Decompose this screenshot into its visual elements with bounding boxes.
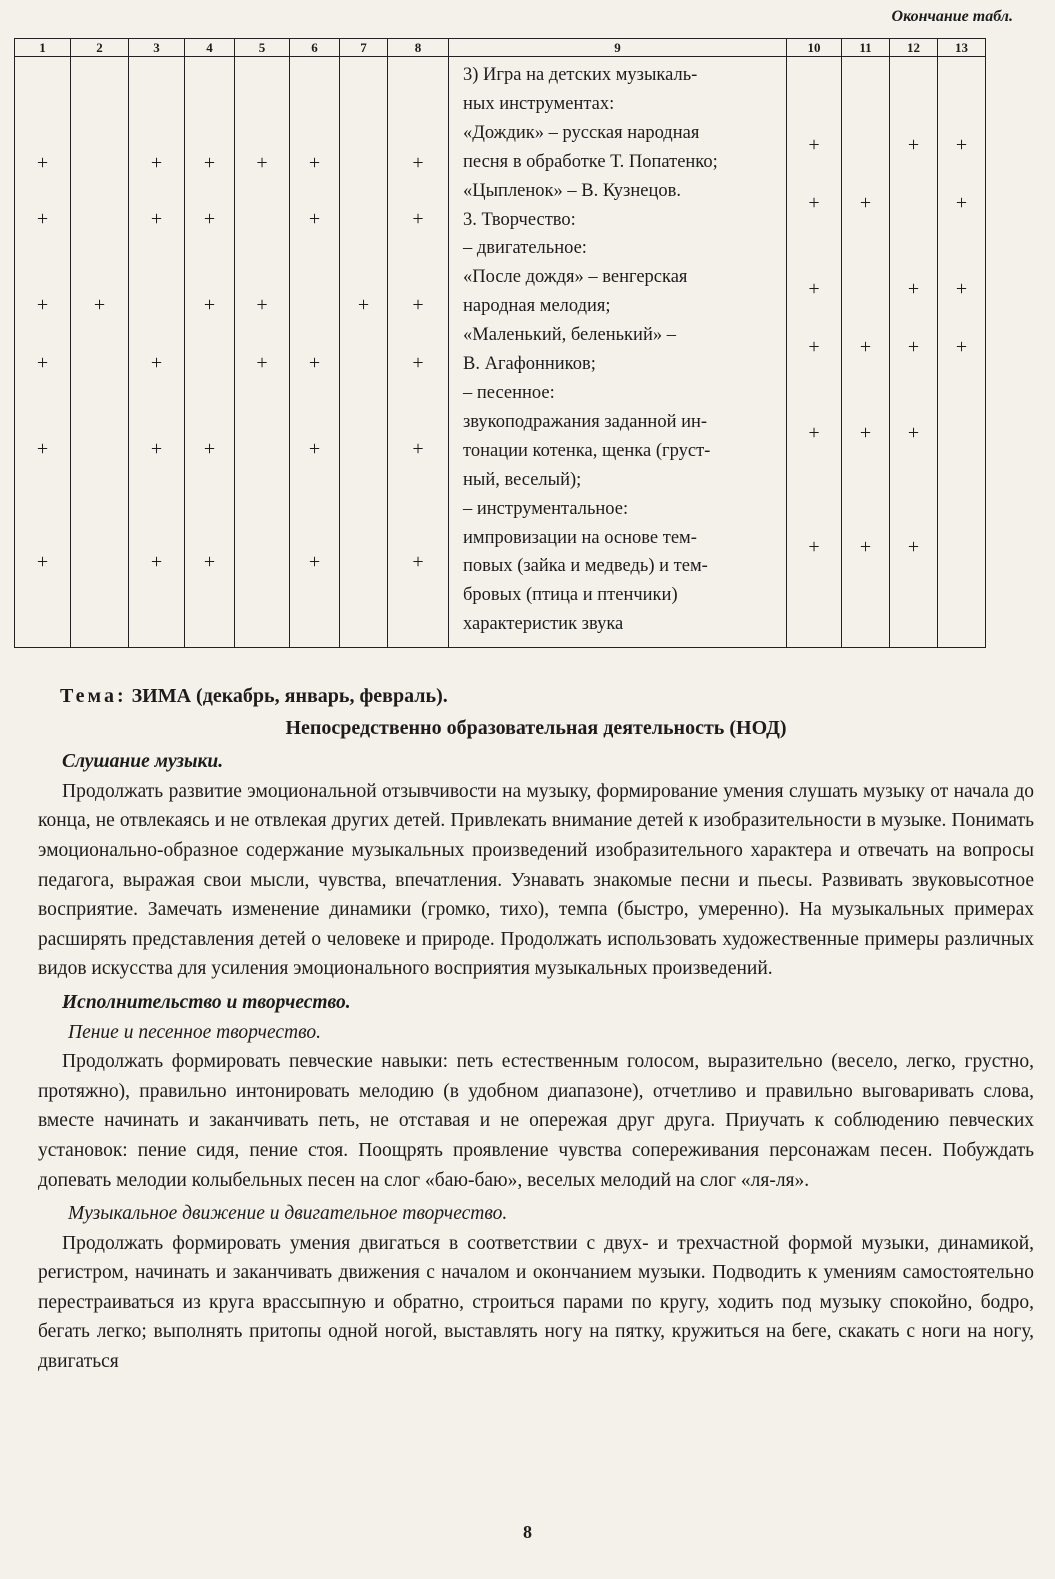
description-line: песня в обработке Т. Попатенко; (463, 151, 718, 172)
topic-text: ЗИМА (декабрь, январь, февраль). (126, 685, 448, 707)
plus-mark: + (203, 551, 216, 573)
column-header: 5 (235, 39, 290, 57)
description-line: народная мелодия; (463, 296, 611, 317)
description-line: звукоподражания заданной ин- (463, 411, 708, 432)
plus-mark: + (150, 438, 163, 460)
mark-column (129, 57, 185, 648)
mark-column (787, 57, 842, 648)
description-line: 3) Игра на детских музыкаль- (463, 65, 698, 85)
description-line: ный, веселый); (463, 469, 582, 490)
plus-mark: + (955, 192, 968, 214)
plus-mark: + (308, 551, 321, 573)
singing-title: Пение и песенное творчество. (68, 1021, 321, 1043)
column-header: 4 (185, 39, 235, 57)
description-line: ных инструментах: (463, 93, 615, 114)
mark-column (890, 57, 938, 648)
column-header: 13 (938, 39, 986, 57)
movement-paragraph: Продолжать формировать умения двигаться в соответствии с двух- и трехчастной формой музыки, динамикой, регистром, начинать и заканчивать движения с началом и окончанием музыки. Подводить к умениям самостоятельно перестраиваться из круга врассыпную и обратно, строиться парами по кругу, ходить под музыку спокойно, бодро, бегать легко; выполнять притопы одной ногой, выставлять ногу на пятку, кружиться на беге, скакать с ноги на ногу, двигаться (38, 1232, 1034, 1373)
plus-mark: + (150, 208, 163, 230)
plus-mark: + (808, 336, 820, 358)
mark-column (235, 57, 290, 648)
mark-column (938, 57, 986, 648)
description-line: – песенное: (463, 382, 555, 403)
plus-mark: + (256, 352, 268, 374)
description-line: повых (зайка и медведь) и тем- (463, 556, 708, 577)
plus-mark: + (955, 336, 968, 358)
plus-mark: + (808, 422, 820, 444)
plus-mark: + (859, 336, 872, 358)
section-text (38, 682, 1034, 1381)
plus-mark: + (93, 294, 106, 316)
column-header: 8 (388, 39, 449, 57)
description-line: «Маленький, беленький» – (463, 325, 676, 346)
plus-mark: + (36, 294, 49, 316)
plus-mark: + (955, 134, 968, 156)
mark-column (290, 57, 340, 648)
plus-mark: + (955, 278, 968, 300)
plus-mark: + (808, 278, 820, 300)
activity-table (14, 38, 986, 648)
column-header: 7 (340, 39, 388, 57)
plus-mark: + (203, 438, 216, 460)
plus-mark: + (203, 294, 216, 316)
description-line: – инструментальное: (463, 498, 629, 519)
column-header: 2 (71, 39, 129, 57)
plus-mark: + (412, 294, 424, 316)
plus-mark: + (203, 152, 216, 174)
singing-paragraph: Продолжать формировать певческие навыки: петь естественным голосом, выразительно (весело, легко, грустно, протяжно), правильно интонировать мелодию (в удобном диапазоне), отчетливо и правильно выговаривать слова, вместе начинать и заканчивать петь, не отставая и не опережая друг друга. Приучать к соблюдению певческих установок: пение сидя, пение стоя. Поощрять проявление чувства сопереживания персонажам песен. Побуждать допевать мелодии колыбельных песен на слог «баю-баю», веселых мелодий на слог «ля-ля». (38, 1051, 1034, 1191)
plus-mark: + (308, 152, 321, 174)
topic-title (60, 682, 1034, 712)
description-line: «После дождя» – венгерская (463, 267, 688, 288)
plus-mark: + (907, 134, 920, 156)
plus-mark: + (808, 134, 820, 156)
mark-column (388, 57, 449, 648)
plus-mark: + (150, 352, 163, 374)
description-line: бровых (птица и птенчики) (463, 585, 678, 606)
plus-mark: + (907, 422, 920, 444)
plus-mark: + (36, 152, 49, 174)
plus-mark: + (357, 294, 370, 316)
plus-mark: + (308, 208, 321, 230)
mark-column (15, 57, 71, 648)
plus-mark: + (859, 192, 872, 214)
table-body-row (15, 57, 986, 648)
plus-mark: + (808, 192, 820, 214)
section-heading: Непосредственно образовательная деятельность (НОД) (285, 716, 787, 739)
plus-mark: + (256, 294, 268, 316)
plus-mark: + (36, 551, 49, 573)
column-header: 11 (842, 39, 890, 57)
table-continuation-caption: Окончание табл. (891, 8, 1013, 25)
column-header: 12 (890, 39, 938, 57)
page-number: 8 (523, 1522, 532, 1542)
listening-title: Слушание музыки. (62, 751, 224, 773)
plus-mark: + (256, 152, 268, 174)
plus-mark: + (308, 352, 321, 374)
column-header: 3 (129, 39, 185, 57)
plus-mark: + (859, 422, 872, 444)
plus-mark: + (36, 208, 49, 230)
description-line: В. Агафонников; (463, 354, 596, 375)
plus-mark: + (150, 551, 163, 573)
plus-mark: + (36, 438, 49, 460)
performance-title: Исполнительство и творчество. (62, 991, 351, 1013)
activity-description (449, 57, 787, 648)
plus-mark: + (412, 352, 424, 374)
plus-mark: + (412, 551, 424, 573)
plus-mark: + (907, 278, 920, 300)
description-line: 3. Творчество: (463, 209, 576, 230)
column-header: 1 (15, 39, 71, 57)
description-line: «Дождик» – русская народная (463, 122, 700, 143)
column-header: 9 (449, 39, 787, 57)
movement-title: Музыкальное движение и двигательное творчество. (68, 1203, 508, 1225)
table-header-row (15, 39, 986, 57)
listening-paragraph: Продолжать развитие эмоциональной отзывчивости на музыку, формирование умения слушать музыку от начала до конца, не отвлекаясь и не отвлекая других детей. Привлекать внимание детей к изобразительности в музыке. Понимать эмоционально-образное содержание музыкальных произведений изобразительного характера и отвечать на вопросы педагога, выражая свои мысли, чувства, впечатления. Узнавать знакомые песни и пьесы. Развивать звуковысотное восприятие. Замечать изменение динамики (громко, тихо), темпа (быстро, умеренно). На музыкальных примерах расширять представления детей о человеке и природе. Продолжать использовать художественные примеры различных видов искусства для усиления эмоционального восприятия музыкальных произведений. (38, 780, 1034, 980)
mark-column (340, 57, 388, 648)
column-header: 6 (290, 39, 340, 57)
plus-mark: + (907, 536, 920, 558)
plus-mark: + (859, 536, 872, 558)
column-header: 10 (787, 39, 842, 57)
description-line: тонации котенка, щенка (груст- (463, 440, 711, 461)
topic-label: Тема: (60, 685, 127, 707)
plus-mark: + (808, 536, 820, 558)
mark-column (71, 57, 129, 648)
description-line: импровизации на основе тем- (463, 527, 697, 548)
plus-mark: + (907, 336, 920, 358)
plus-mark: + (36, 352, 49, 374)
mark-column (185, 57, 235, 648)
plus-mark: + (150, 152, 163, 174)
description-line: характеристик звука (463, 614, 624, 635)
mark-column (842, 57, 890, 648)
plus-mark: + (412, 152, 424, 174)
plus-mark: + (412, 438, 424, 460)
description-line: «Цыпленок» – В. Кузнецов. (463, 180, 681, 201)
plus-mark: + (412, 208, 424, 230)
plus-mark: + (308, 438, 321, 460)
description-line: – двигательное: (463, 238, 587, 259)
plus-mark: + (203, 208, 216, 230)
